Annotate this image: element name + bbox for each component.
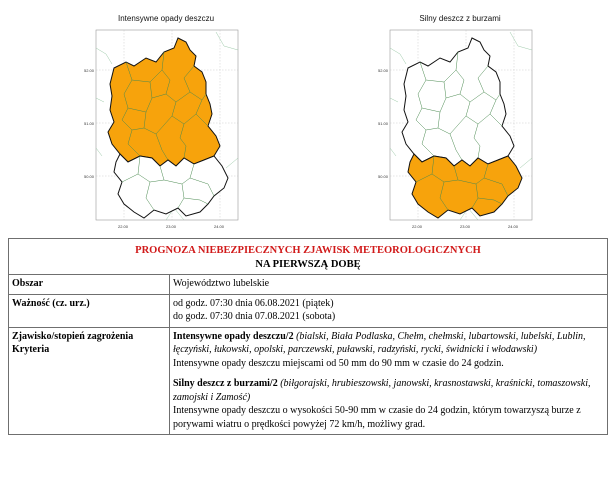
phenomenon-row [9, 327, 608, 435]
map-intense-rain [66, 0, 266, 240]
lat-label: 51.00 [84, 121, 95, 126]
lon-label: 24.00 [214, 224, 225, 229]
forecast-header-row [9, 239, 608, 275]
phenomenon1-title: Intensywne opady deszczu/2 [173, 330, 294, 342]
forecast-title: PROGNOZA NIEBEZPIECZNYCH ZJAWISK METEOROLOGICZNYCH [135, 245, 481, 256]
map-rain-storms [360, 0, 560, 240]
criteria-label: Kryteria [12, 344, 50, 355]
phenomenon1-block [173, 331, 586, 356]
lon-label: 24.00 [508, 224, 519, 229]
lat-label: 50.00 [378, 174, 389, 179]
phenomenon2-title: Silny deszcz z burzami/2 [173, 378, 278, 389]
validity-label: Ważność (cz. urz.) [12, 297, 90, 309]
lat-label: 52.00 [378, 68, 389, 73]
area-label-cell [9, 275, 170, 295]
map-rain-storms-graphic [360, 28, 560, 240]
map-title-left: Intensywne opady deszczu [117, 14, 215, 23]
validity-label-cell [9, 294, 170, 327]
lat-label: 50.00 [84, 174, 95, 179]
phenomenon2-block [173, 378, 591, 403]
phenomenon-label: Zjawisko/stopień zagrożenia [12, 330, 134, 342]
phenomenon2-desc: Intensywne opady deszczu o wysokości 50-90 mm w czasie do 24 godzin, którym towarzyszą burze z porywami wiatru o prędkości powyżej 72 km/h, możliwy grad. [173, 405, 581, 430]
phenomenon-value-cell [170, 327, 608, 435]
area-label: Obszar [12, 278, 44, 289]
phenomenon1-desc: Intensywne opady deszczu miejscami od 50 mm do 90 mm w czasie do 24 godzin. [173, 357, 504, 369]
maps-area [0, 0, 613, 240]
lon-label: 23.00 [460, 224, 471, 229]
validity-to: do godz. 07:30 dnia 07.08.2021 (sobota) [173, 311, 336, 322]
lat-label: 52.00 [84, 68, 95, 73]
lon-label: 22.00 [412, 224, 423, 229]
validity-from: od godz. 07:30 dnia 06.08.2021 (piątek) [173, 297, 334, 309]
map-intense-rain-graphic [66, 28, 266, 240]
area-value: Województwo lubelskie [170, 275, 608, 295]
phenomenon2-counties: (biłgorajski, hrubieszowski, janowski, krasnostawski, kraśnicki, tomaszowski, zamojski i Zamość) [173, 378, 591, 403]
lon-label: 23.00 [166, 224, 177, 229]
phenomenon-label-cell [9, 327, 170, 435]
forecast-table [8, 238, 608, 435]
validity-row [9, 294, 608, 327]
phenomenon1-counties: (bialski, Biała Podlaska, Chełm, chełmski, lubartowski, lubelski, Lublin, łęczyński, łukowski, opolski, parczewski, puławski, radzyński, rycki, świdnicki i włodawski) [173, 330, 586, 355]
forecast-subtitle: NA PIERWSZĄ DOBĘ [255, 258, 361, 270]
lat-label: 51.00 [378, 121, 389, 126]
forecast-header [9, 239, 608, 275]
area-row [9, 275, 608, 295]
lon-label: 22.00 [118, 224, 129, 229]
map-title-right: Silny deszcz z burzami [419, 14, 501, 23]
validity-value-cell [170, 294, 608, 327]
